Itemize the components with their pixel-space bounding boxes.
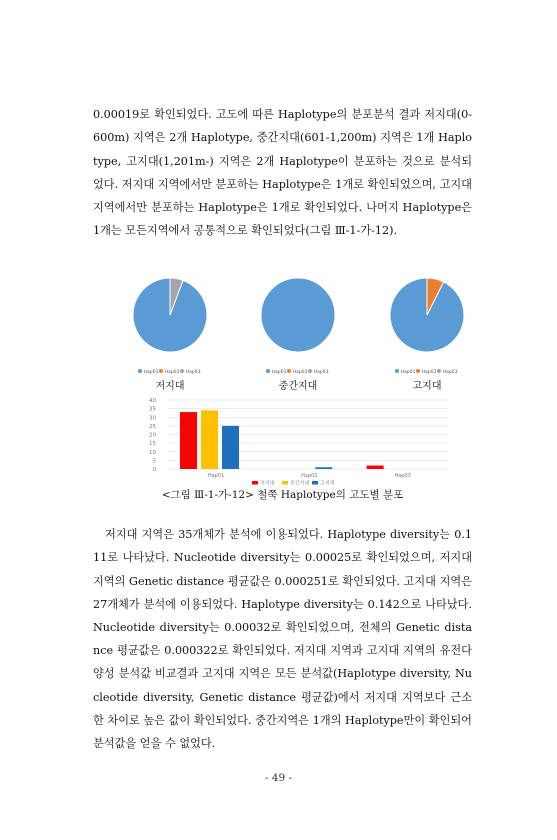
y-tick-label: 15	[149, 441, 156, 448]
pie-title: 저지대	[155, 381, 185, 392]
y-tick-label: 5	[152, 458, 156, 465]
legend-marker	[308, 369, 312, 373]
figure-caption: <그림 Ⅲ-1-가-12> 철쭉 Haplotype의 고도별 분포	[161, 489, 404, 501]
bar-legend-label: 저지대	[260, 480, 275, 487]
legend-marker	[159, 369, 163, 373]
legend-marker	[395, 369, 399, 373]
bar-chart	[149, 398, 448, 487]
bar-legend-label: 중간지대	[290, 480, 310, 487]
legend-label: Hap03	[313, 370, 329, 375]
body-paragraph-1: 0.00019로 확인되었다. 고도에 따른 Haplotype의 분포분석 결과 저지대(0-600m) 지역은 2개 Haplotype, 중간지대(601-1,200m) 지역은 1개 Haplotype, 고지대(1,201m-) 지역은 2개 Haplotype이 분포하는 것으로 분석되었다. 저지대 지역에서만 분포하는 Haplotype은 1개로 확인되었으며, 고지대 지역에서만 분포하는 Haplotype은 1개로 확인되었다. 나머지 Haplotype은 1개는 모든지역에서 공통적으로 확인되었다(그림 Ⅲ-1-가-12).	[93, 108, 472, 238]
legend-label: Hap02	[292, 370, 308, 375]
y-tick-label: 40	[149, 398, 156, 404]
legend-label: Hap01	[143, 370, 159, 375]
bar-hap02-2	[315, 467, 332, 469]
legend-marker	[266, 369, 270, 373]
y-tick-label: 30	[149, 415, 156, 422]
x-tick-label: Hap02	[301, 473, 318, 479]
bar-legend-marker	[252, 481, 258, 485]
body-paragraph-2: 저지대 지역은 35개체가 분석에 이용되었다. Haplotype diversity는 0.111로 나타났다. Nucleotide diversity는 0.00025로 확인되었으며, 저지대 지역의 Genetic distance 평균값은 0.000251로 확인되었다. 고지대 지역은 27개체가 분석에 이용되었다. Haplotype diversity는 0.142으로 나타났다. Nucleotide diversity는 0.00032로 확인되었으며, 전체의 Genetic distance 평균값은 0.000322로 확인되었다. 저지대 지역과 고지대 지역의 유전다양성 분석값 비교결과 고지대 지역은 모든 분석값(Haplotype diversity, Nucleotide diversity, Genetic distance 평균값)에서 저지대 지역보다 근소한 차이로 높은 값이 확인되었다. 중간지역은 1개의 Haplotype만이 확인되어 분석값을 얻을 수 없었다.	[93, 528, 472, 751]
pie-charts	[133, 278, 464, 392]
y-tick-label: 20	[149, 432, 156, 439]
page-number: - 49 -	[264, 772, 293, 784]
y-tick-label: 0	[152, 467, 156, 473]
legend-marker	[437, 369, 441, 373]
legend-marker	[287, 369, 291, 373]
legend-label: Hap03	[185, 370, 201, 375]
pie-slice-hap01	[261, 278, 335, 352]
bar-legend-marker	[282, 481, 288, 485]
pie-title: 고지대	[412, 381, 442, 392]
y-tick-label: 10	[149, 449, 156, 456]
legend-label: Hap01	[271, 370, 287, 375]
bar-hap03-0	[367, 466, 384, 469]
legend-marker	[180, 369, 184, 373]
x-tick-label: Hap01	[207, 473, 225, 479]
y-tick-label: 35	[149, 406, 156, 413]
legend-label: Hap02	[421, 370, 437, 375]
bar-hap01-0	[180, 412, 197, 469]
legend-marker	[416, 369, 420, 373]
bar-hap01-1	[201, 410, 218, 469]
pie-title: 중간지대	[278, 381, 318, 392]
legend-label: Hap01	[400, 370, 416, 375]
bar-legend-marker	[312, 481, 318, 485]
bar-legend-label: 고지대	[320, 480, 335, 487]
legend-label: Hap02	[164, 370, 180, 375]
legend-label: Hap03	[442, 370, 458, 375]
y-tick-label: 25	[149, 423, 156, 430]
legend-marker	[138, 369, 142, 373]
bar-hap01-2	[222, 426, 239, 469]
x-tick-label: Hap03	[394, 473, 411, 479]
